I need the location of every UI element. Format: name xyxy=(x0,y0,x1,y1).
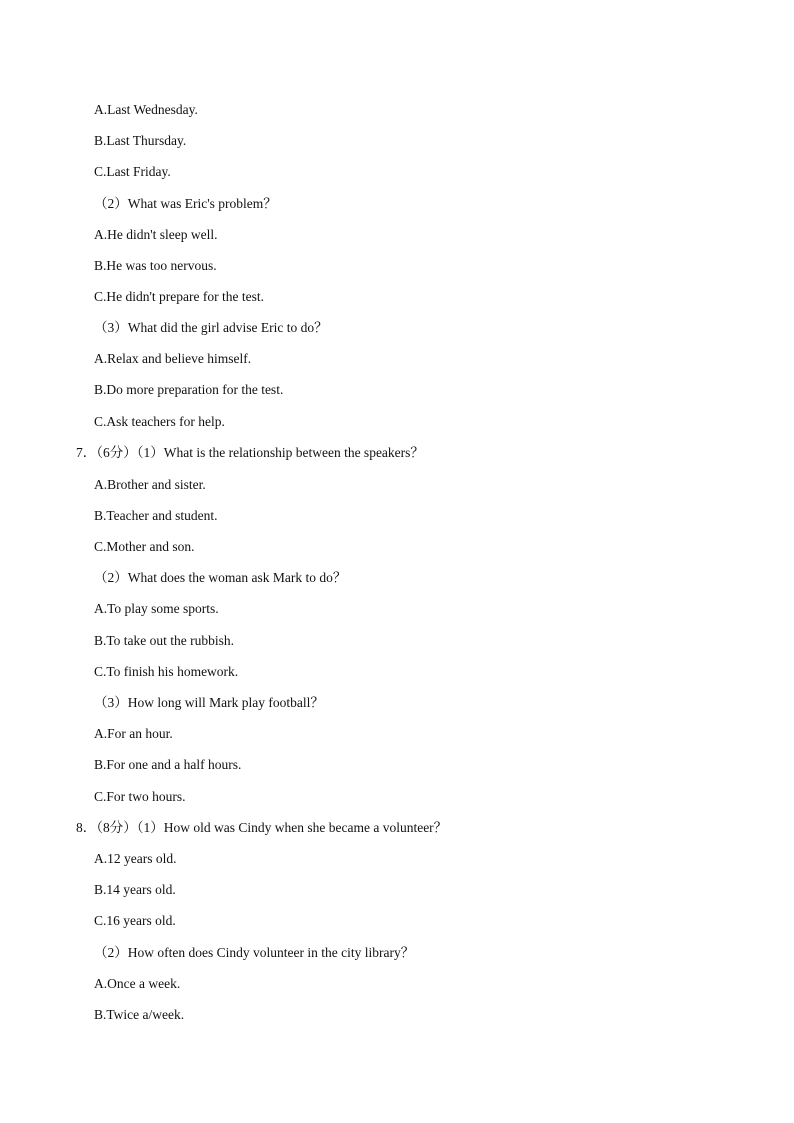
sub-question: （3）What did the girl advise Eric to do？ xyxy=(94,320,328,335)
option-line: A.Last Wednesday. xyxy=(94,102,198,117)
option-line: C.He didn't prepare for the test. xyxy=(94,289,265,304)
sub-question: （2）What does the woman ask Mark to do？ xyxy=(94,570,347,585)
option-line: A.To play some sports. xyxy=(94,601,219,616)
option-line: A.For an hour. xyxy=(94,726,173,741)
option-line: C.To finish his homework. xyxy=(94,664,239,679)
sub-question: （2）What was Eric's problem？ xyxy=(94,196,277,211)
option-line: C.For two hours. xyxy=(94,789,186,804)
sub-question: （3）How long will Mark play football？ xyxy=(94,695,324,710)
option-line: B.Last Thursday. xyxy=(94,133,187,148)
question-heading: 7．（6分）（1）What is the relationship between the speakers？ xyxy=(76,445,424,460)
option-line: B.14 years old. xyxy=(94,882,176,897)
option-line: B.To take out the rubbish. xyxy=(94,633,235,648)
option-line: C.Mother and son. xyxy=(94,539,195,554)
option-line: A.Once a week. xyxy=(94,976,181,991)
sub-question: （2）How often does Cindy volunteer in the city library？ xyxy=(94,945,415,960)
option-line: C.Ask teachers for help. xyxy=(94,414,225,429)
option-line: B.Teacher and student. xyxy=(94,508,218,523)
option-line: C.Last Friday. xyxy=(94,164,171,179)
question-heading: 8．（8分）（1）How old was Cindy when she became a volunteer？ xyxy=(76,820,448,835)
option-line: B.Do more preparation for the test. xyxy=(94,382,284,397)
option-line: A.12 years old. xyxy=(94,851,177,866)
option-line: B.He was too nervous. xyxy=(94,258,217,273)
option-line: A.He didn't sleep well. xyxy=(94,227,218,242)
option-line: C.16 years old. xyxy=(94,913,176,928)
option-line: A.Brother and sister. xyxy=(94,477,206,492)
option-line: B.For one and a half hours. xyxy=(94,757,242,772)
option-line: A.Relax and believe himself. xyxy=(94,351,252,366)
option-line: B.Twice a/week. xyxy=(94,1007,185,1022)
